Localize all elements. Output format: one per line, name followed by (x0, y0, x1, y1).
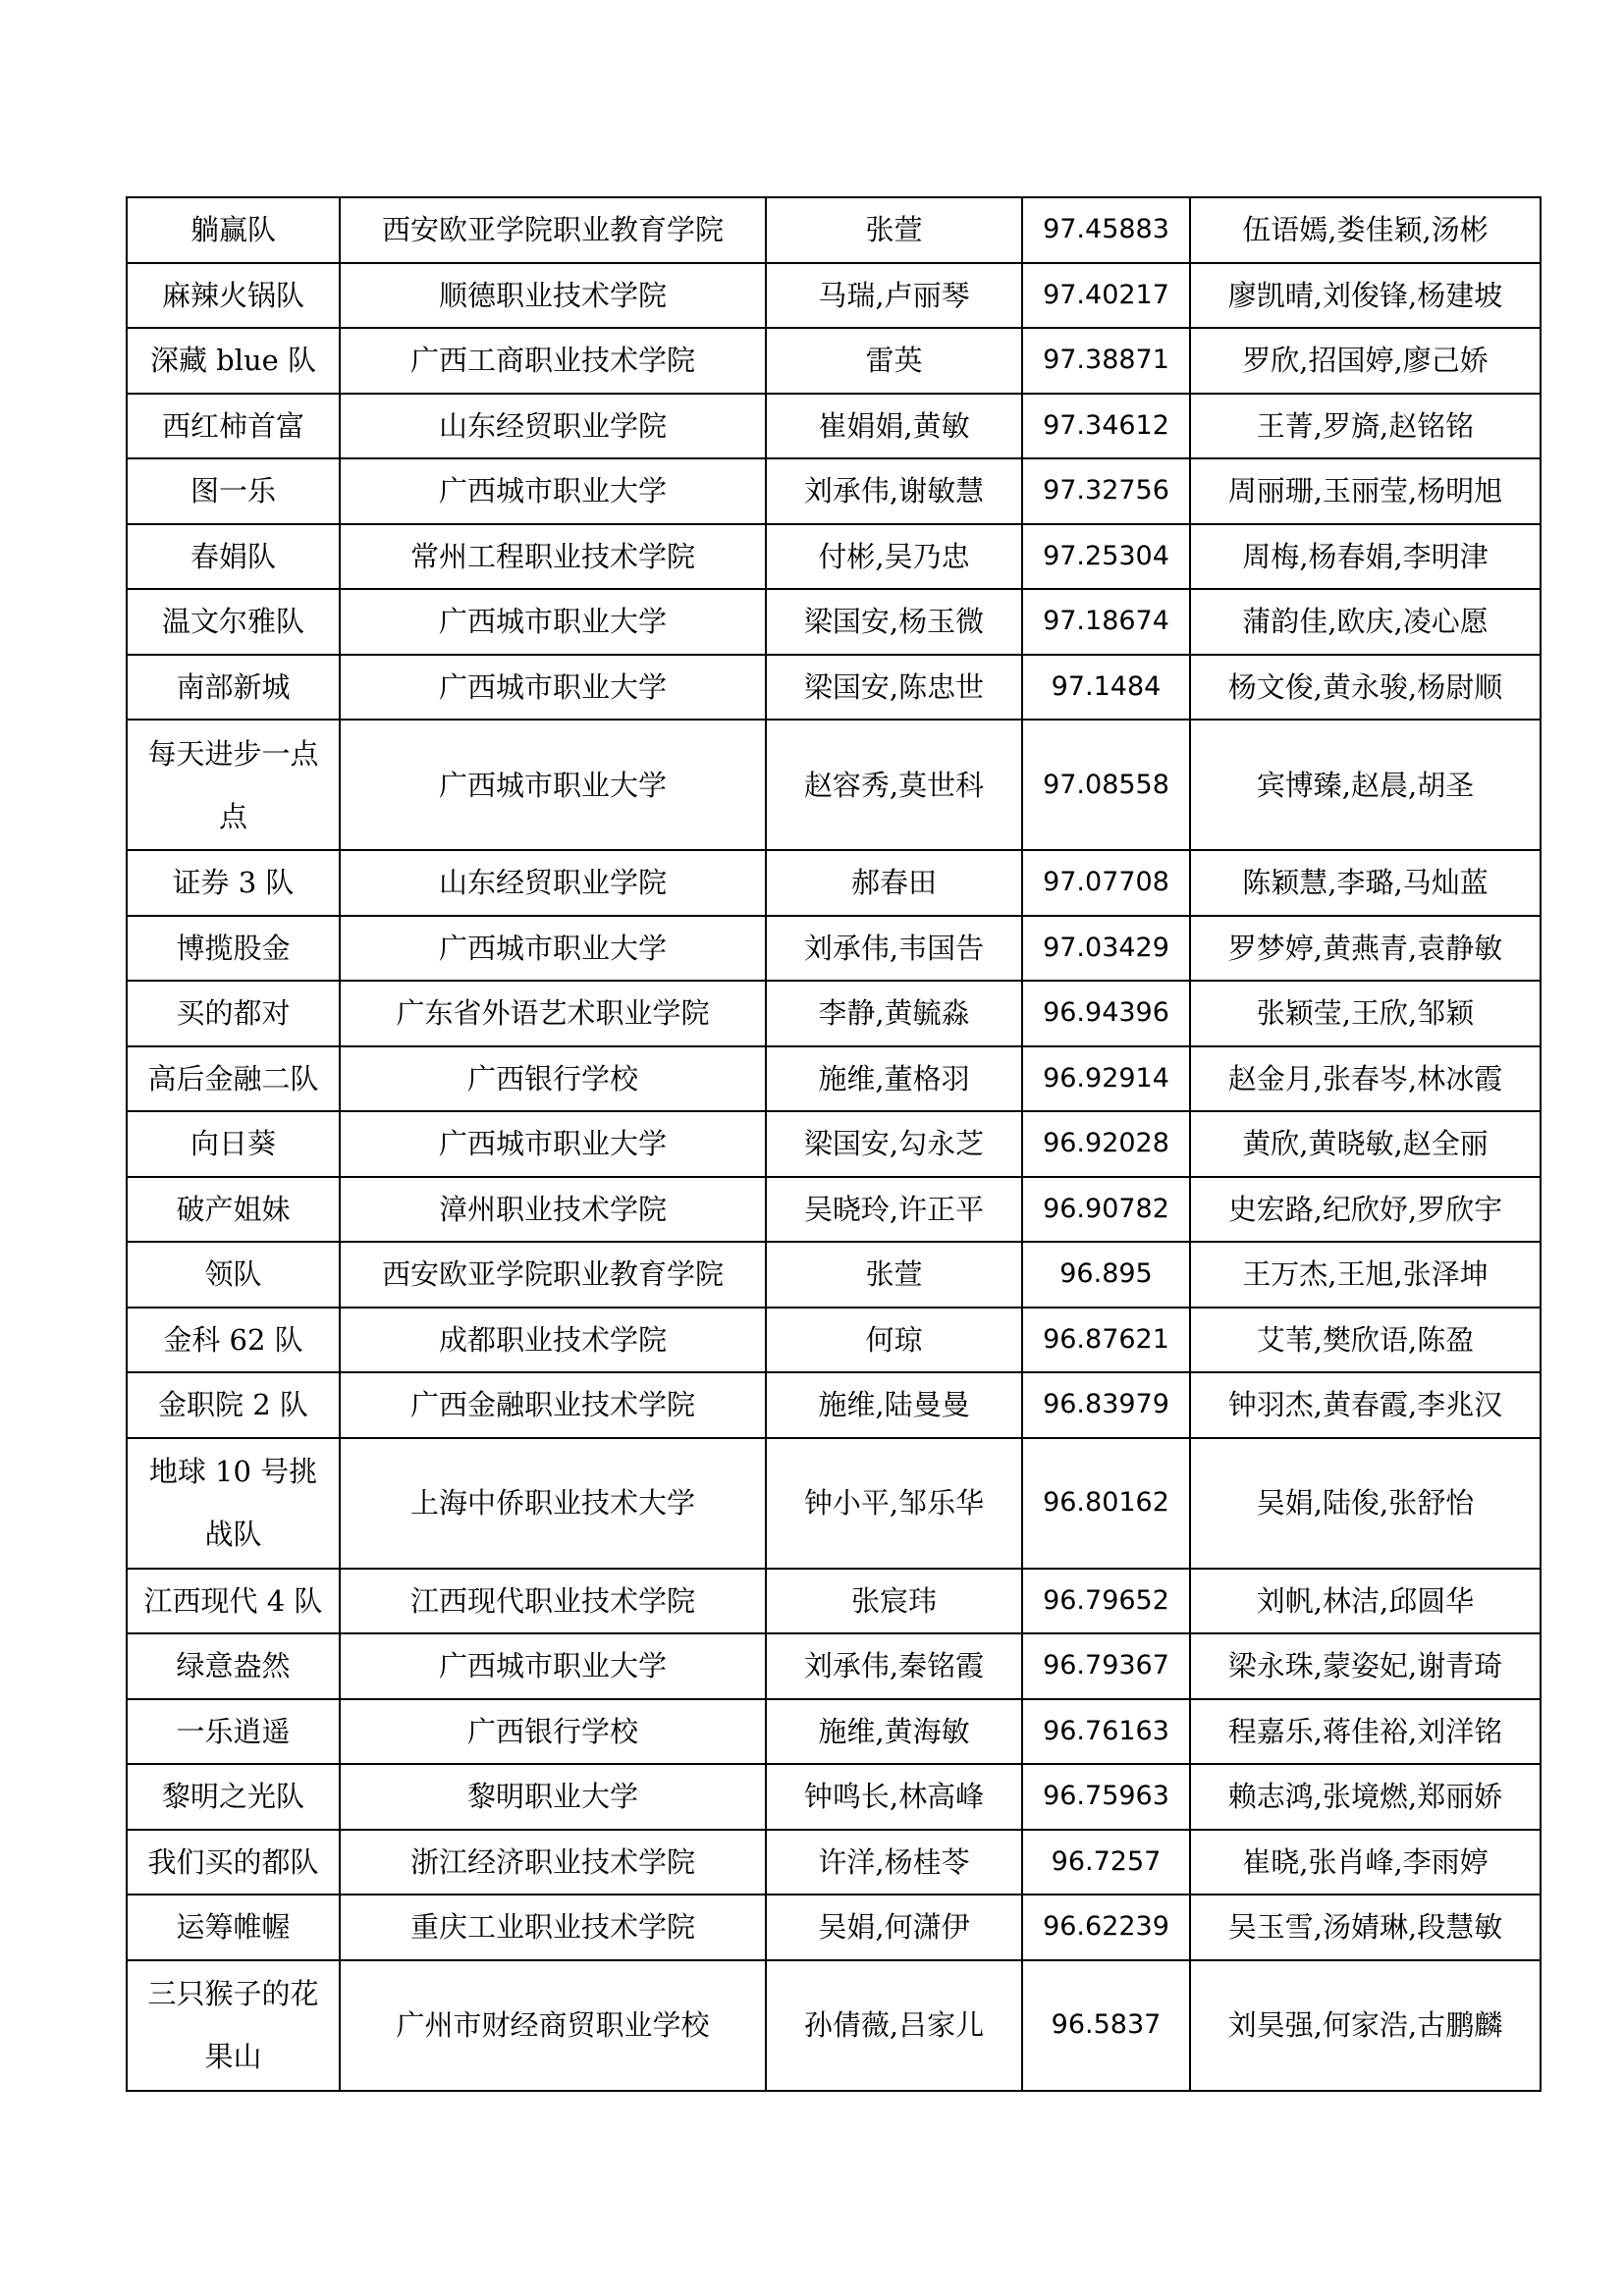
team-name-cell: 黎明之光队 (127, 1764, 340, 1830)
score-cell: 97.07708 (1022, 850, 1190, 916)
school-cell: 上海中侨职业技术大学 (340, 1438, 766, 1569)
score-cell: 97.1484 (1022, 655, 1190, 721)
advisors-cell: 梁国安,陈忠世 (766, 655, 1022, 721)
table-row (127, 916, 1541, 982)
table-row (127, 524, 1541, 590)
score-cell: 96.87621 (1022, 1308, 1190, 1373)
team-name-cell: 高后金融二队 (127, 1046, 340, 1112)
advisors-cell: 许洋,杨桂苓 (766, 1830, 1022, 1896)
team-name-cell: 深藏 blue 队 (127, 328, 340, 394)
table-row (127, 850, 1541, 916)
members-cell: 刘帆,林洁,邱圆华 (1190, 1569, 1541, 1634)
team-name-cell: 运筹帷幄 (127, 1895, 340, 1960)
table-row (127, 1111, 1541, 1177)
members-cell: 蒲韵佳,欧庆,凌心愿 (1190, 589, 1541, 655)
members-cell: 赖志鸿,张境燃,郑丽娇 (1190, 1764, 1541, 1830)
school-cell: 广西工商职业技术学院 (340, 328, 766, 394)
team-name-cell: 证券 3 队 (127, 850, 340, 916)
school-cell: 广西银行学校 (340, 1046, 766, 1112)
members-cell: 赵金月,张春岑,林冰霞 (1190, 1046, 1541, 1112)
table-row (127, 589, 1541, 655)
school-cell: 黎明职业大学 (340, 1764, 766, 1830)
members-cell: 周梅,杨春娟,李明津 (1190, 524, 1541, 590)
members-cell: 廖凯晴,刘俊锋,杨建坡 (1190, 263, 1541, 329)
team-name-cell: 金职院 2 队 (127, 1372, 340, 1438)
advisors-cell: 雷英 (766, 328, 1022, 394)
school-cell: 西安欧亚学院职业教育学院 (340, 197, 766, 263)
team-name-cell: 向日葵 (127, 1111, 340, 1177)
school-cell: 广西城市职业大学 (340, 720, 766, 850)
members-cell: 王菁,罗旖,赵铭铭 (1190, 394, 1541, 459)
members-cell: 张颖莹,王欣,邹颖 (1190, 981, 1541, 1046)
members-cell: 崔晓,张肖峰,李雨婷 (1190, 1830, 1541, 1896)
team-name-cell: 领队 (127, 1242, 340, 1308)
team-name-cell: 图一乐 (127, 458, 340, 524)
advisors-cell: 张萱 (766, 1242, 1022, 1308)
advisors-cell: 马瑞,卢丽琴 (766, 263, 1022, 329)
team-name-cell: 买的都对 (127, 981, 340, 1046)
school-cell: 广西城市职业大学 (340, 916, 766, 982)
table-row (127, 1242, 1541, 1308)
table-row (127, 1372, 1541, 1438)
score-cell: 97.38871 (1022, 328, 1190, 394)
table-row (127, 981, 1541, 1046)
members-cell: 史宏路,纪欣妤,罗欣宇 (1190, 1177, 1541, 1243)
advisors-cell: 钟鸣长,林高峰 (766, 1764, 1022, 1830)
members-cell: 钟羽杰,黄春霞,李兆汉 (1190, 1372, 1541, 1438)
table-row (127, 1177, 1541, 1243)
score-cell: 96.79652 (1022, 1569, 1190, 1634)
school-cell: 西安欧亚学院职业教育学院 (340, 1242, 766, 1308)
members-cell: 陈颖慧,李璐,马灿蓝 (1190, 850, 1541, 916)
school-cell: 漳州职业技术学院 (340, 1177, 766, 1243)
team-name-cell: 三只猴子的花果山 (127, 1960, 340, 2091)
advisors-cell: 李静,黄毓淼 (766, 981, 1022, 1046)
members-cell: 梁永珠,蒙姿妃,谢青琦 (1190, 1633, 1541, 1699)
members-cell: 王万杰,王旭,张泽坤 (1190, 1242, 1541, 1308)
score-cell: 96.76163 (1022, 1699, 1190, 1765)
score-cell: 97.34612 (1022, 394, 1190, 459)
school-cell: 江西现代职业技术学院 (340, 1569, 766, 1634)
school-cell: 广西城市职业大学 (340, 1111, 766, 1177)
members-cell: 黄欣,黄晓敏,赵全丽 (1190, 1111, 1541, 1177)
school-cell: 常州工程职业技术学院 (340, 524, 766, 590)
school-cell: 广西金融职业技术学院 (340, 1372, 766, 1438)
team-name-cell: 一乐逍遥 (127, 1699, 340, 1765)
table-row (127, 1960, 1541, 2091)
advisors-cell: 张萱 (766, 197, 1022, 263)
members-cell: 程嘉乐,蒋佳裕,刘洋铭 (1190, 1699, 1541, 1765)
school-cell: 广西城市职业大学 (340, 589, 766, 655)
table-row (127, 458, 1541, 524)
team-name-cell: 金科 62 队 (127, 1308, 340, 1373)
school-cell: 广西城市职业大学 (340, 1633, 766, 1699)
score-cell: 96.92028 (1022, 1111, 1190, 1177)
score-cell: 96.7257 (1022, 1830, 1190, 1896)
table-row (127, 1699, 1541, 1765)
score-cell: 97.40217 (1022, 263, 1190, 329)
team-name-cell: 西红柿首富 (127, 394, 340, 459)
members-cell: 刘昊强,何家浩,古鹏麟 (1190, 1960, 1541, 2091)
members-cell: 罗欣,招国婷,廖己娇 (1190, 328, 1541, 394)
school-cell: 重庆工业职业技术学院 (340, 1895, 766, 1960)
table-row (127, 394, 1541, 459)
school-cell: 广西银行学校 (340, 1699, 766, 1765)
advisors-cell: 刘承伟,韦国告 (766, 916, 1022, 982)
members-cell: 艾苇,樊欣语,陈盈 (1190, 1308, 1541, 1373)
members-cell: 吴娟,陆俊,张舒怡 (1190, 1438, 1541, 1569)
advisors-cell: 吴娟,何潇伊 (766, 1895, 1022, 1960)
school-cell: 广东省外语艺术职业学院 (340, 981, 766, 1046)
advisors-cell: 崔娟娟,黄敏 (766, 394, 1022, 459)
advisors-cell: 赵容秀,莫世科 (766, 720, 1022, 850)
members-cell: 杨文俊,黄永骏,杨尉顺 (1190, 655, 1541, 721)
school-cell: 山东经贸职业学院 (340, 394, 766, 459)
results-table (126, 196, 1542, 2092)
team-name-cell: 躺赢队 (127, 197, 340, 263)
advisors-cell: 梁国安,杨玉微 (766, 589, 1022, 655)
table-row (127, 197, 1541, 263)
advisors-cell: 孙倩薇,吕家儿 (766, 1960, 1022, 2091)
advisors-cell: 吴晓玲,许正平 (766, 1177, 1022, 1243)
advisors-cell: 何琼 (766, 1308, 1022, 1373)
team-name-cell: 麻辣火锅队 (127, 263, 340, 329)
table-row (127, 655, 1541, 721)
advisors-cell: 施维,董格羽 (766, 1046, 1022, 1112)
score-cell: 97.03429 (1022, 916, 1190, 982)
advisors-cell: 梁国安,勾永芝 (766, 1111, 1022, 1177)
score-cell: 96.90782 (1022, 1177, 1190, 1243)
table-row (127, 1569, 1541, 1634)
table-row (127, 720, 1541, 850)
score-cell: 96.80162 (1022, 1438, 1190, 1569)
school-cell: 山东经贸职业学院 (340, 850, 766, 916)
team-name-cell: 绿意盎然 (127, 1633, 340, 1699)
advisors-cell: 郝春田 (766, 850, 1022, 916)
team-name-cell: 春娟队 (127, 524, 340, 590)
table-row (127, 1046, 1541, 1112)
table-row (127, 328, 1541, 394)
results-table-body (127, 197, 1541, 2091)
score-cell: 96.5837 (1022, 1960, 1190, 2091)
score-cell: 96.62239 (1022, 1895, 1190, 1960)
members-cell: 罗梦婷,黄燕青,袁静敏 (1190, 916, 1541, 982)
members-cell: 伍语嫣,娄佳颖,汤彬 (1190, 197, 1541, 263)
school-cell: 广西城市职业大学 (340, 458, 766, 524)
team-name-cell: 南部新城 (127, 655, 340, 721)
school-cell: 顺德职业技术学院 (340, 263, 766, 329)
score-cell: 97.18674 (1022, 589, 1190, 655)
members-cell: 周丽珊,玉丽莹,杨明旭 (1190, 458, 1541, 524)
table-row (127, 1830, 1541, 1896)
school-cell: 成都职业技术学院 (340, 1308, 766, 1373)
score-cell: 96.895 (1022, 1242, 1190, 1308)
team-name-cell: 博揽股金 (127, 916, 340, 982)
score-cell: 96.79367 (1022, 1633, 1190, 1699)
table-row (127, 1895, 1541, 1960)
score-cell: 96.92914 (1022, 1046, 1190, 1112)
score-cell: 96.83979 (1022, 1372, 1190, 1438)
school-cell: 广州市财经商贸职业学校 (340, 1960, 766, 2091)
score-cell: 96.75963 (1022, 1764, 1190, 1830)
advisors-cell: 张宸玮 (766, 1569, 1022, 1634)
score-cell: 97.08558 (1022, 720, 1190, 850)
table-row (127, 263, 1541, 329)
advisors-cell: 施维,黄海敏 (766, 1699, 1022, 1765)
team-name-cell: 每天进步一点点 (127, 720, 340, 850)
score-cell: 97.45883 (1022, 197, 1190, 263)
team-name-cell: 江西现代 4 队 (127, 1569, 340, 1634)
table-row (127, 1438, 1541, 1569)
school-cell: 广西城市职业大学 (340, 655, 766, 721)
score-cell: 96.94396 (1022, 981, 1190, 1046)
advisors-cell: 施维,陆曼曼 (766, 1372, 1022, 1438)
members-cell: 吴玉雪,汤婧琳,段慧敏 (1190, 1895, 1541, 1960)
score-cell: 97.32756 (1022, 458, 1190, 524)
table-row (127, 1633, 1541, 1699)
team-name-cell: 我们买的都队 (127, 1830, 340, 1896)
school-cell: 浙江经济职业技术学院 (340, 1830, 766, 1896)
team-name-cell: 破产姐妹 (127, 1177, 340, 1243)
advisors-cell: 刘承伟,秦铭霞 (766, 1633, 1022, 1699)
team-name-cell: 地球 10 号挑战队 (127, 1438, 340, 1569)
members-cell: 宾博臻,赵晨,胡圣 (1190, 720, 1541, 850)
table-row (127, 1308, 1541, 1373)
team-name-cell: 温文尔雅队 (127, 589, 340, 655)
score-cell: 97.25304 (1022, 524, 1190, 590)
table-row (127, 1764, 1541, 1830)
advisors-cell: 钟小平,邹乐华 (766, 1438, 1022, 1569)
advisors-cell: 付彬,吴乃忠 (766, 524, 1022, 590)
advisors-cell: 刘承伟,谢敏慧 (766, 458, 1022, 524)
